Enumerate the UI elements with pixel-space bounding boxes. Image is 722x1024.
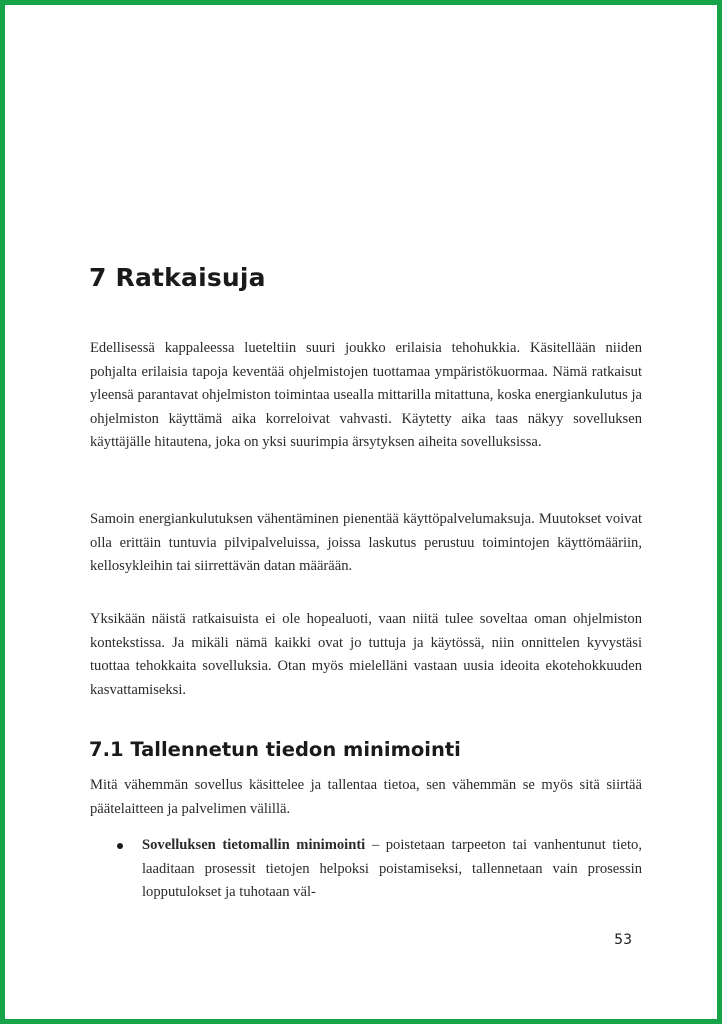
paragraph: Samoin energiankulutuksen vähentäminen pienentää käyttöpalvelumaksuja. Muutokset voivat olla erittäin tuntuvia pilvipalveluissa, joissa laskutus perustuu toimintojen käyttömääriin, kellosykleihin tai siirrettävän datan määrään. <box>90 511 642 575</box>
list-item <box>117 834 642 905</box>
bullet-icon <box>117 843 123 849</box>
section-title: 7.1 Tallennetun tiedon minimointi <box>89 738 461 761</box>
paragraph: Edellisessä kappaleessa lueteltiin suuri joukko erilaisia tehohukkia. Käsitellään niiden pohjalta erilaisia tapoja keventää ohjelmistojen tuottamaa ympäristökuormaa. Nämä ratkaisut yleensä parantavat ohjelmiston toimintaa usealla mittarilla mitattuna, koska energiankulutus ja ohjelmiston käyttämä aika korreloivat vahvasti. Käytetty aika taas näkyy sovelluksen käyttäjälle hitautena, joka on yksi suurimpia ärsytyksen aiheita sovelluksissa. <box>90 340 642 451</box>
paragraph: Yksikään näistä ratkaisuista ei ole hopealuoti, vaan niitä tulee soveltaa oman ohjelmiston kontekstissa. Ja mikäli nämä kaikki ovat jo tuttuja ja käytössä, niin onnittelen kyvystäsi tuottaa tehokkaita sovelluksia. Otan myös mielelläni vastaan uusia ideoita ekotehokkuuden kasvattamiseksi. <box>90 611 642 698</box>
chapter-title: 7 Ratkaisuja <box>89 263 266 292</box>
bullet-list <box>117 834 642 905</box>
section-intro: Mitä vähemmän sovellus käsittelee ja tallentaa tietoa, sen vähemmän se myös sitä siirtää päätelaitteen ja palvelimen välillä. <box>90 777 642 817</box>
page-number: 53 <box>614 932 632 948</box>
bullet-lead: Sovelluksen tietomallin minimointi <box>142 837 366 853</box>
bullet-text: – poistetaan tarpeeton tai vanhentunut tieto, laaditaan prosessit tietojen helpoksi poistamiseksi, tallennetaan vain prosessin lopputulokset ja tuhotaan väl- <box>142 837 642 901</box>
